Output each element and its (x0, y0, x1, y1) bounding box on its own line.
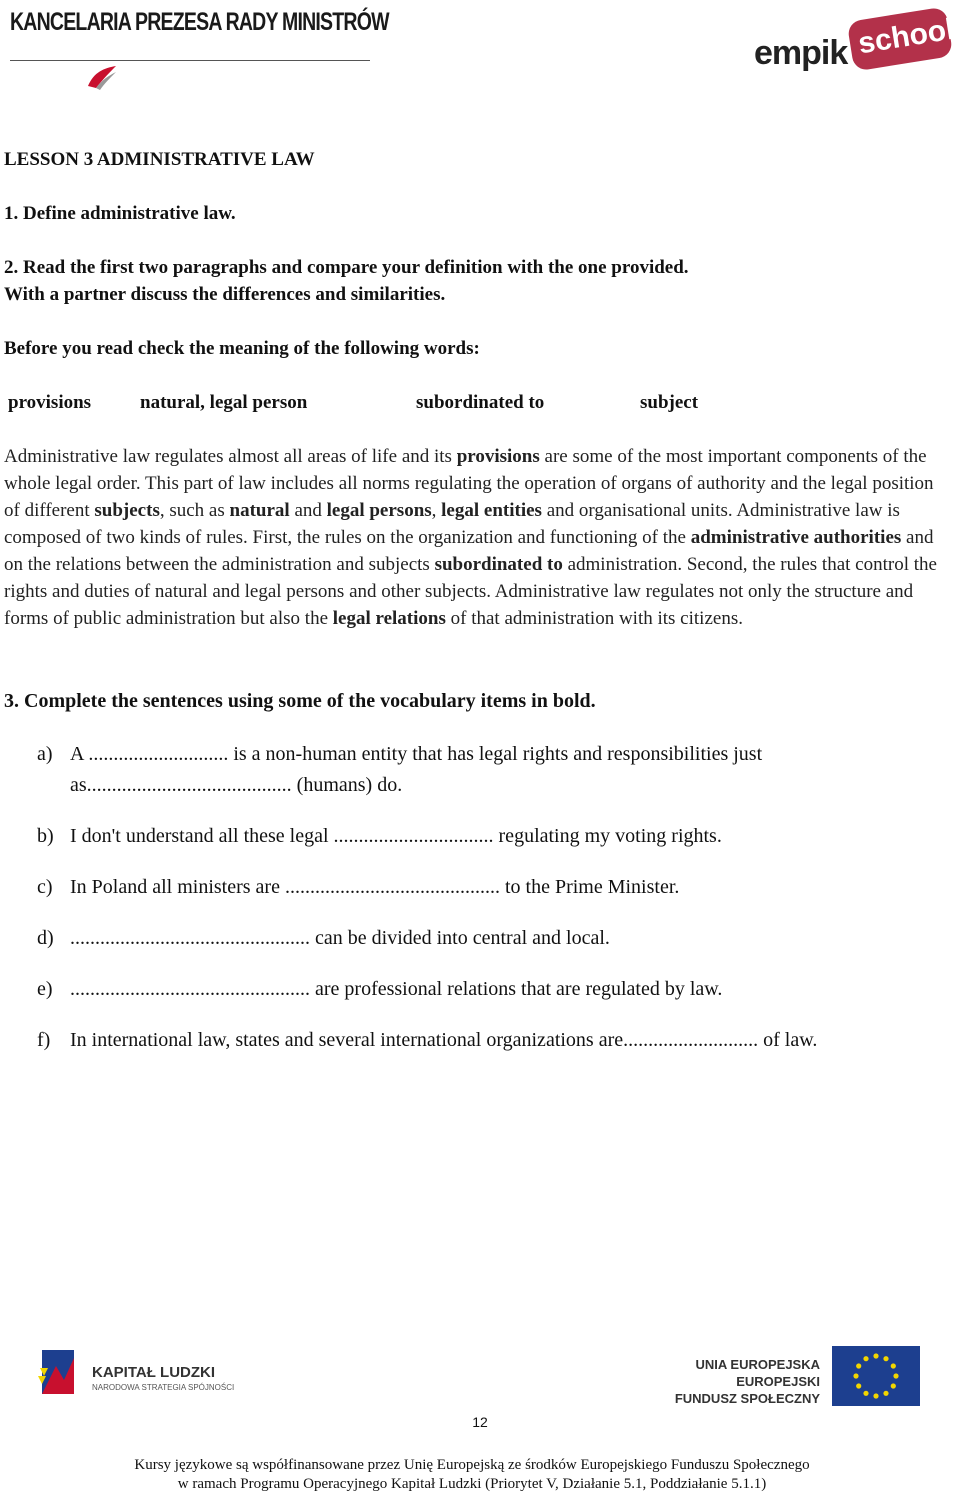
bold-vocab-term: subordinated to (434, 554, 563, 575)
exercise-sentence: In Poland all ministers are ........................................... to the Prime Minister. (70, 876, 680, 898)
lesson-content (4, 146, 944, 1076)
exercise-sentence: In international law, states and several international organizations are........................... of law. (70, 1029, 818, 1051)
eu-text-line-1: UNIA EUROPEJSKA (695, 1357, 820, 1372)
kapital-ludzki-emblem-icon (36, 1346, 80, 1398)
reading-passage (4, 443, 944, 632)
funding-line-1: Kursy językowe są współfinansowane przez Unię Europejską ze środków Europejskiego Funduszu Społecznego (134, 1457, 810, 1473)
vocab-item: natural, legal person (140, 392, 308, 413)
footer-logos (0, 1330, 960, 1420)
task-2-line-1: 2. Read the first two paragraphs and compare your definition with the one provided. (4, 257, 689, 278)
kapital-ludzki-subtitle: NARODOWA STRATEGIA SPÓJNOŚCI (92, 1383, 235, 1392)
vocab-item: subject (640, 392, 699, 413)
passage-text: and organisational units. Administrative law is composed of two kinds of rules. First, the rules on the organization and functioning of the (4, 500, 900, 548)
eu-star (883, 1391, 888, 1396)
task-2-line-2: With a partner discuss the differences and similarities. (4, 284, 446, 305)
passage-text: are some of the most important components of the whole legal order. This part of law includes all norms regulating the operation of organs of authority and the legal position of different (4, 446, 934, 521)
bold-vocab-term: legal persons (326, 500, 432, 521)
bold-vocab-term: administrative authorities (690, 527, 902, 548)
before-read-instruction: Before you read check the meaning of the following words: (4, 338, 480, 359)
eu-text-line-2: EUROPEJSKI (736, 1374, 820, 1389)
kprm-logo-text: KANCELARIA PREZESA RADY MINISTRÓW (10, 8, 389, 36)
kprm-logo (10, 8, 389, 88)
vocabulary-list (4, 389, 944, 416)
exercise-letter: f) (37, 1029, 51, 1051)
eu-star (891, 1363, 896, 1368)
exercise-item (4, 821, 944, 852)
exercise-sentence: I don't understand all these legal ................................ regulating my voting rights. (70, 825, 722, 847)
exercise-sentence: ................................................ can be divided into central and local. (70, 927, 610, 949)
eu-star (853, 1373, 858, 1378)
exercise-sentence: A ............................ is a non-human entity that has legal rights and responsibilities just as......................................... (humans) do. (70, 743, 763, 796)
eu-logo-text (670, 1356, 820, 1407)
eu-star (863, 1356, 868, 1361)
exercise-letter: b) (37, 825, 54, 847)
exercise-item (4, 923, 944, 954)
eu-star (856, 1383, 861, 1388)
eu-star (873, 1393, 878, 1398)
eu-star (883, 1356, 888, 1361)
empik-school-logo (750, 10, 955, 80)
funding-line-2: w ramach Programu Operacyjnego Kapitał Ludzki (Priorytet V, Działanie 5.1, Poddziałanie 5.1.1) (177, 1476, 767, 1492)
passage-text: administration. Second, the rules that control the rights and duties of natural and legal persons and other subjects. Administrative law regulates not only the structure and forms of public administration but also the (4, 554, 937, 629)
eu-star (856, 1363, 861, 1368)
eu-text-line-3: FUNDUSZ SPOŁECZNY (674, 1391, 820, 1406)
exercise-item (4, 872, 944, 903)
school-wordmark: school (855, 12, 957, 61)
polish-flag-emblem-icon (84, 62, 120, 92)
exercise-sentence: ................................................ are professional relations that are regulated by law. (70, 978, 723, 1000)
exercise-letter: e) (37, 978, 53, 1000)
vocab-item: provisions (8, 392, 92, 413)
funding-footer (0, 1456, 944, 1494)
empik-wordmark: empik (754, 34, 848, 72)
eu-star (893, 1373, 898, 1378)
exercise-item (4, 974, 944, 1005)
exercise-item (4, 1025, 944, 1056)
exercise-letter: a) (37, 743, 53, 765)
bold-vocab-term: provisions (456, 446, 540, 467)
passage-text: , (431, 500, 442, 521)
exercise-letter: c) (37, 876, 53, 898)
lesson-title: LESSON 3 ADMINISTRATIVE LAW (4, 149, 315, 170)
kprm-logo-rule (10, 60, 370, 61)
kapital-ludzki-title: KAPITAŁ LUDZKI (92, 1364, 216, 1381)
eu-star (873, 1353, 878, 1358)
passage-text: Administrative law regulates almost all areas of life and its (4, 446, 457, 467)
exercise-list (4, 739, 944, 1056)
eu-flag-icon (832, 1346, 920, 1406)
exercise-item (4, 739, 944, 801)
task-3: 3. Complete the sentences using some of the vocabulary items in bold. (4, 690, 596, 712)
task-1: 1. Define administrative law. (4, 203, 236, 224)
page-number: 12 (472, 1414, 488, 1430)
passage-text: of that administration with its citizens. (445, 608, 743, 629)
bold-vocab-term: natural (229, 500, 290, 521)
vocab-item: subordinated to (416, 392, 545, 413)
eu-star (891, 1383, 896, 1388)
eu-star (863, 1391, 868, 1396)
bold-vocab-term: legal relations (332, 608, 446, 629)
exercise-letter: d) (37, 927, 54, 949)
passage-text: and on the relations between the administration and subjects (4, 527, 934, 575)
passage-text: and (289, 500, 327, 521)
bold-vocab-term: legal entities (441, 500, 542, 521)
bold-vocab-term: subjects (94, 500, 160, 521)
passage-text: , such as (159, 500, 230, 521)
